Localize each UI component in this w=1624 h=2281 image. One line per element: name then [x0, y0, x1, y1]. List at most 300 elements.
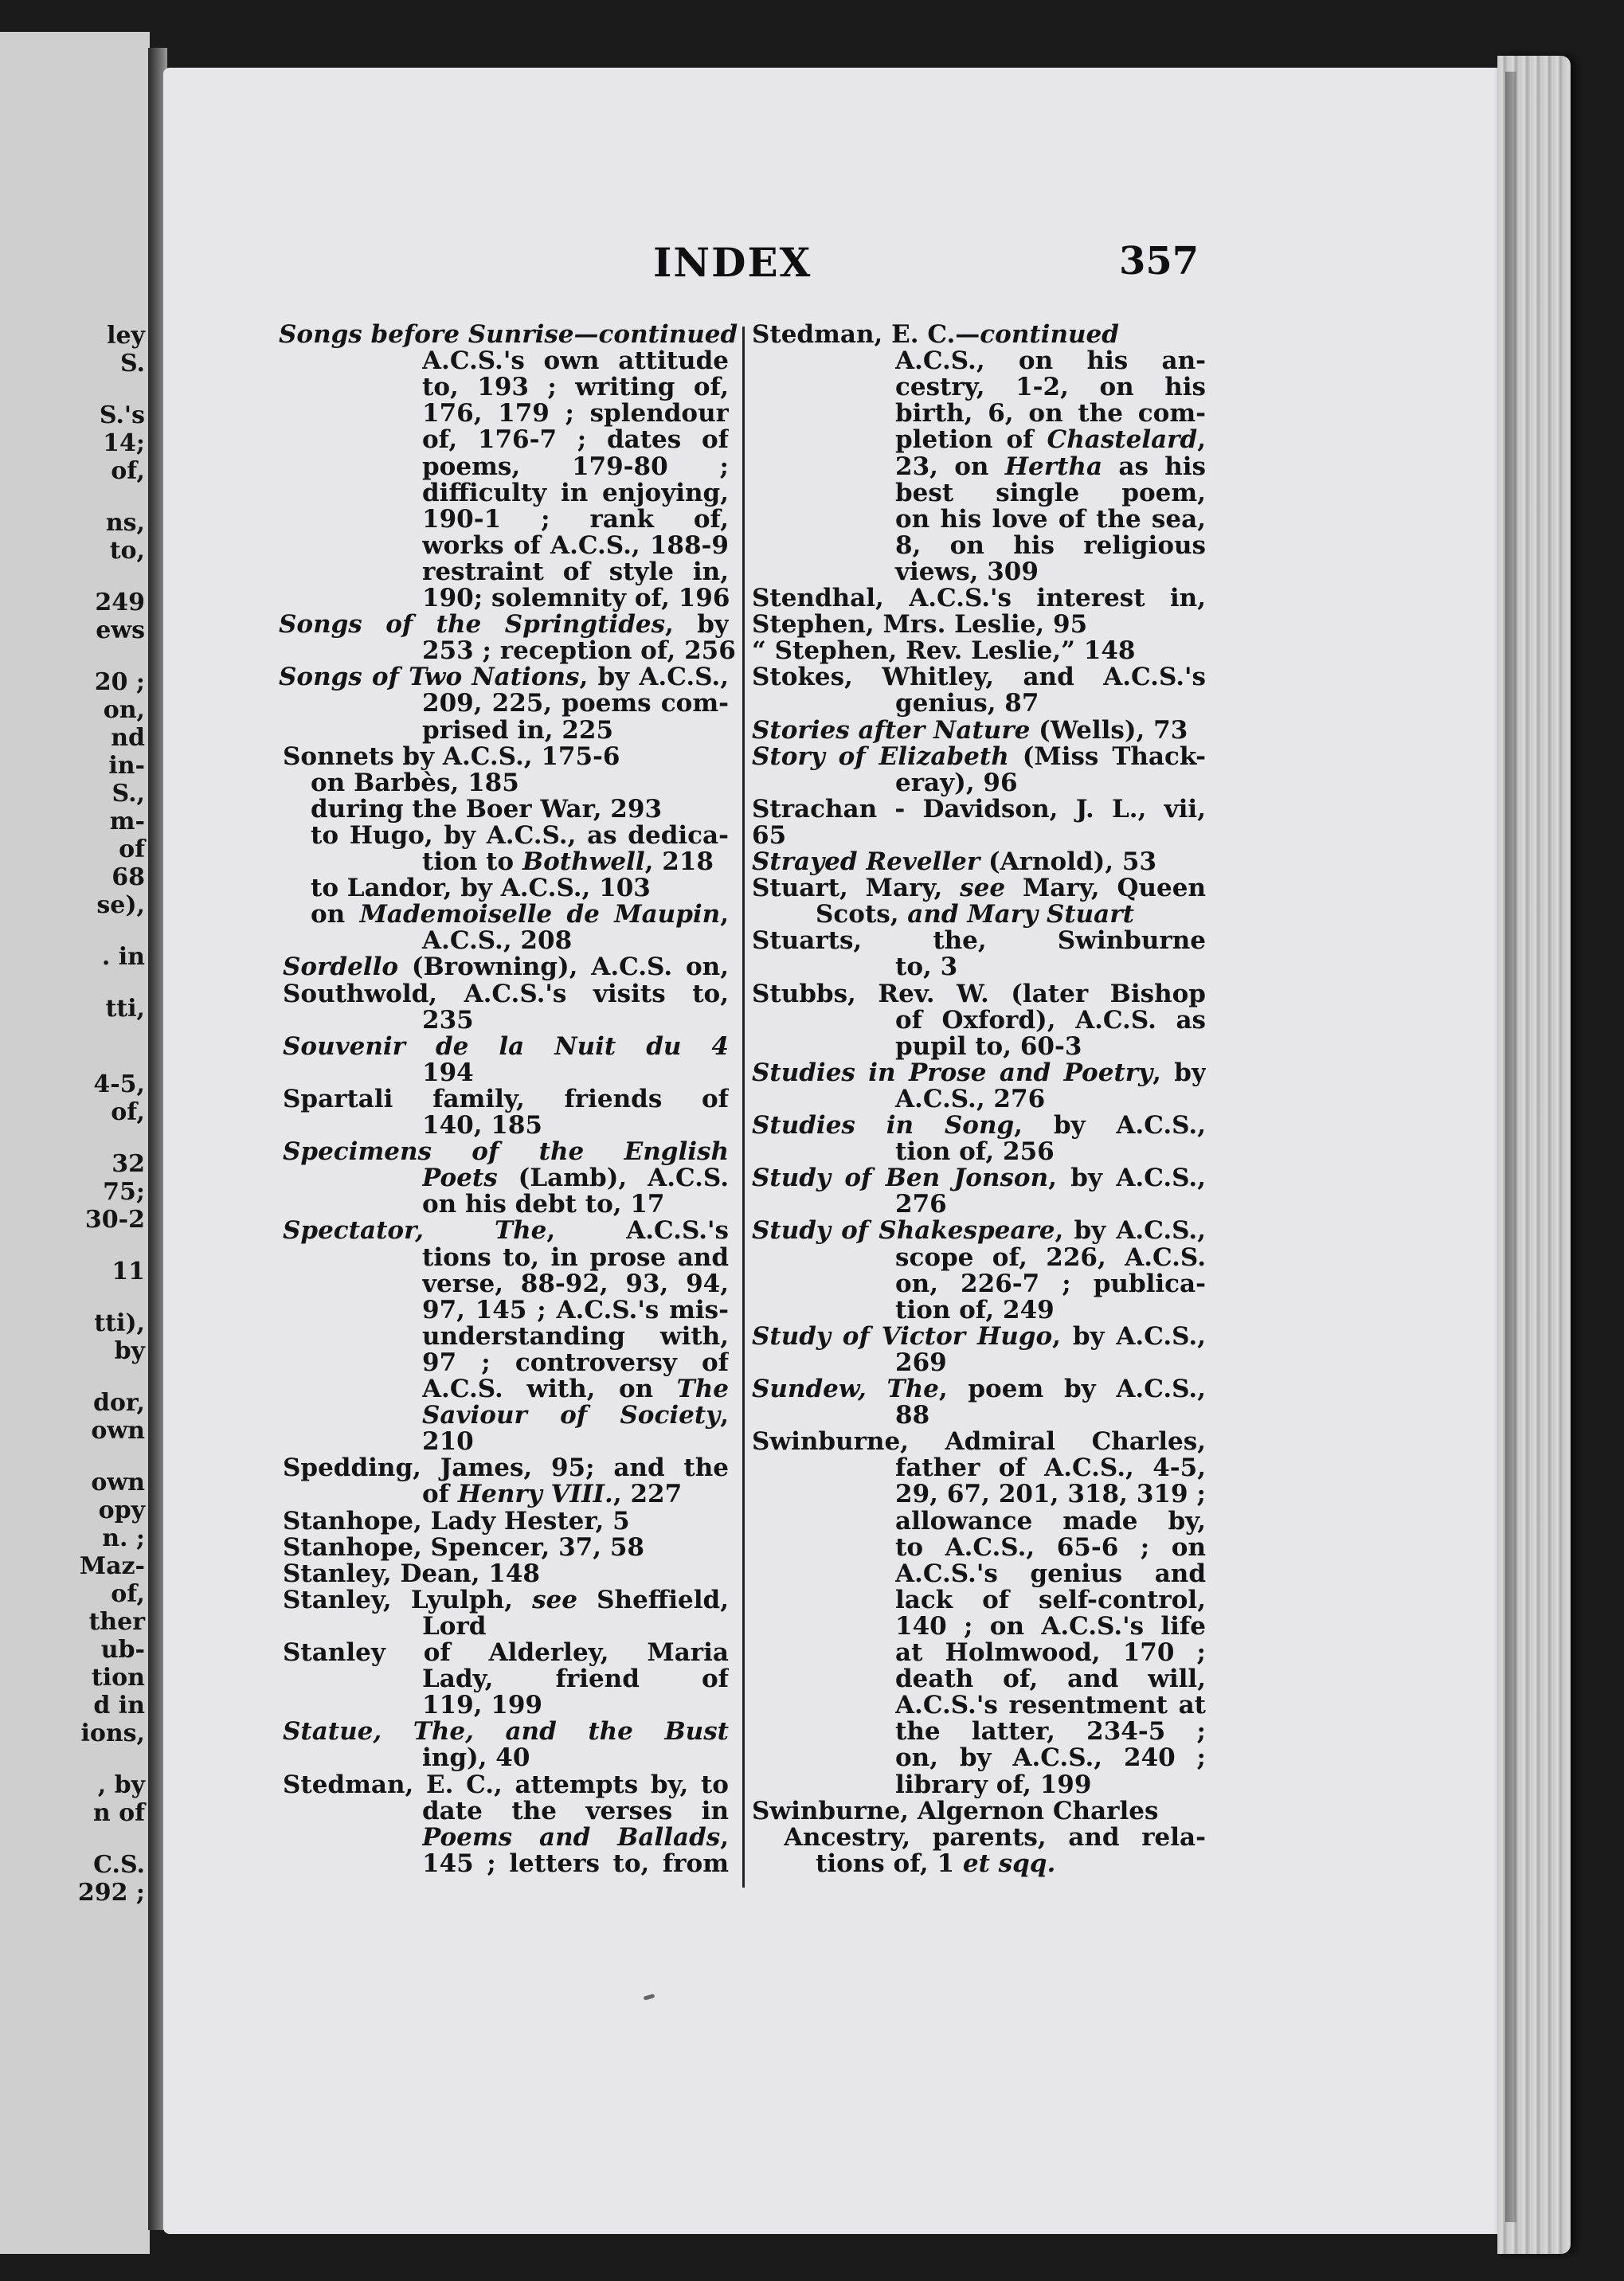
index-line: [752, 321, 1206, 348]
index-italic-text: Henry VIII.: [457, 1480, 613, 1509]
index-line: [422, 347, 729, 374]
index-italic-text: Songs before Sunrise—continued: [279, 320, 738, 349]
index-italic-text: Studies in Song: [752, 1112, 1015, 1139]
facing-page-text: m-: [109, 808, 145, 835]
index-line: [283, 980, 729, 1007]
index-line: [422, 1349, 729, 1376]
index-line: [422, 1613, 729, 1640]
facing-page-text: S.: [119, 350, 145, 378]
index-text: Strachan - Davidson, J. L., vii,: [752, 795, 1206, 823]
index-text: scope of, 226, A.C.S.: [895, 1243, 1206, 1271]
index-text: , by: [1152, 1058, 1206, 1086]
facing-page-text: opy: [98, 1497, 145, 1524]
index-text: Scots,: [816, 900, 908, 929]
index-text: genius, 87: [895, 689, 1039, 718]
index-italic-text: Chastelard: [1047, 426, 1198, 454]
index-line: [895, 506, 1206, 533]
index-text: tions to, in prose and: [422, 1243, 729, 1271]
facing-page-text: ions,: [80, 1720, 145, 1747]
index-italic-text: Hertha: [1004, 452, 1103, 480]
index-text: , poem by A.C.S.,: [938, 1375, 1206, 1403]
index-line: [895, 1244, 1206, 1271]
index-line: [283, 743, 729, 770]
index-line: [422, 1692, 729, 1719]
index-line: [895, 1665, 1206, 1692]
index-line: [422, 506, 729, 533]
index-italic-text: see: [960, 874, 1006, 902]
index-text: Southwold, A.C.S.'s visits to,: [283, 980, 729, 1007]
index-line: [752, 585, 1206, 612]
index-line: [283, 1508, 729, 1535]
index-text: father of A.C.S., 4-5,: [895, 1454, 1206, 1482]
index-line: [895, 690, 1206, 717]
index-line: [422, 400, 729, 427]
index-text: Stanley, Dean, 148: [283, 1559, 540, 1588]
index-text: Stuarts, the, Swinburne: [752, 927, 1206, 955]
index-text: 97 ; controversy of: [422, 1348, 729, 1376]
index-italic-text: Study of Shakespeare: [752, 1217, 1055, 1245]
index-text: of, 176-7 ; dates of: [422, 426, 729, 454]
facing-page-text: ley: [107, 322, 145, 350]
facing-page-text: Maz-: [79, 1552, 145, 1580]
index-line: [283, 1454, 729, 1481]
index-text: 269: [895, 1348, 947, 1377]
index-line: [422, 848, 729, 875]
index-text: A.C.S. with, on: [422, 1375, 677, 1403]
facing-page-text: dor,: [92, 1389, 145, 1417]
index-line: [311, 796, 729, 823]
index-line: [283, 1033, 729, 1060]
index-text: Stedman, E. C., attempts by, to: [283, 1770, 729, 1798]
index-text: (Lamb), A.C.S.: [497, 1164, 729, 1192]
index-line: [895, 1744, 1206, 1771]
index-line: [283, 1587, 729, 1614]
index-text: 253 ; reception of, 256: [422, 636, 736, 666]
index-line: [422, 1824, 729, 1851]
index-line: [422, 636, 736, 666]
index-line: [422, 1297, 729, 1324]
index-text: A.C.S., on his an-: [895, 347, 1206, 375]
index-text: 97, 145 ; A.C.S.'s mis-: [422, 1296, 729, 1324]
index-line: [895, 1718, 1206, 1745]
index-text: works of A.C.S., 188-9: [422, 531, 729, 559]
index-text: at Holmwood, 170 ;: [895, 1639, 1206, 1666]
index-line: [895, 769, 1206, 796]
index-line: [752, 743, 1206, 770]
index-text: date the verses in: [422, 1797, 729, 1825]
index-text: , by A.C.S.,: [1052, 1322, 1206, 1350]
index-text: (Arnold), 53: [980, 847, 1157, 876]
index-text: on: [311, 901, 360, 929]
index-text: A.C.S.'s own attitude: [422, 347, 729, 375]
index-line: [422, 1323, 729, 1350]
facing-page-fragment: [0, 32, 150, 2254]
index-line: [895, 1402, 1206, 1429]
index-text: ,: [1197, 426, 1206, 454]
index-line: [422, 1402, 729, 1429]
index-text: Stokes, Whitley, and A.C.S.'s: [752, 663, 1206, 691]
index-line: [422, 1007, 729, 1034]
facing-page-text: 4-5,: [93, 1070, 145, 1098]
index-text: (Browning), A.C.S. on,: [411, 953, 729, 981]
index-line: [422, 1244, 729, 1271]
index-line: [422, 717, 729, 744]
index-line: [895, 1007, 1206, 1034]
index-text: 145 ; letters to, from: [422, 1849, 729, 1877]
index-text: [283, 1059, 389, 1060]
index-line: [895, 453, 1206, 480]
facing-page-text: 32: [112, 1150, 145, 1178]
index-text: pupil to, 60-3: [895, 1031, 1082, 1061]
index-italic-text: Souvenir de la Nuit du 4: [283, 1032, 729, 1060]
index-italic-text: Bothwell: [522, 847, 645, 876]
index-text: ,: [720, 901, 729, 929]
index-text: A.C.S.'s genius and: [895, 1559, 1206, 1587]
index-italic-text: Songs of Two Nations: [279, 663, 580, 691]
index-line: [422, 1191, 729, 1218]
index-line: [283, 1771, 729, 1798]
index-line: [422, 690, 729, 717]
facing-page-text: ub-: [100, 1636, 145, 1664]
index-text: during the Boer War, 293: [311, 794, 663, 824]
index-line: [895, 558, 1206, 585]
index-text: A.C.S., 276: [895, 1084, 1046, 1113]
index-text: difficulty in enjoying,: [422, 479, 729, 507]
index-text: to A.C.S., 65-6 ; on: [895, 1533, 1206, 1561]
facing-page-text: 68: [112, 863, 145, 891]
index-text: cestry, 1-2, on his: [895, 374, 1206, 401]
index-text: tion to: [422, 847, 522, 876]
index-italic-text: Study of Victor Hugo: [752, 1322, 1053, 1350]
facing-page-text: S.'s: [99, 401, 145, 429]
index-line: [422, 1744, 729, 1771]
facing-page-text: tti,: [105, 995, 145, 1023]
index-italic-text: Sundew, The: [752, 1375, 939, 1403]
index-text: 209, 225, poems com-: [422, 690, 729, 718]
index-line: [895, 1086, 1206, 1113]
index-italic-text: Spectator, The: [283, 1217, 547, 1245]
index-text: 65: [752, 820, 787, 850]
index-line: [895, 1297, 1206, 1324]
index-italic-text: Statue, The, and the Bust: [283, 1718, 729, 1746]
facing-page-text: of,: [111, 1580, 145, 1608]
index-italic-text: Poets: [422, 1164, 498, 1192]
index-italic-text: and Mary Stuart: [907, 900, 1134, 929]
index-text: of: [422, 1480, 458, 1509]
edge-shadow: [1505, 72, 1516, 2222]
page-title: INDEX: [653, 239, 812, 286]
index-line: [283, 1639, 729, 1666]
facing-page-text: by: [114, 1337, 145, 1365]
page-number: 357: [1119, 239, 1199, 284]
index-line: [752, 637, 1206, 664]
index-line: [752, 874, 1206, 902]
index-line: [279, 663, 729, 691]
index-text: understanding with,: [422, 1322, 729, 1350]
index-line: [895, 1534, 1206, 1561]
facing-page-text: C.S.: [93, 1851, 145, 1879]
index-text: , by: [665, 611, 729, 639]
index-text: allowance made by,: [895, 1507, 1206, 1535]
index-text: on, 226-7 ; publica-: [895, 1270, 1206, 1297]
index-line: [283, 953, 729, 980]
index-line: [895, 479, 1206, 507]
index-line: [752, 663, 1206, 691]
index-line: [752, 1059, 1206, 1086]
index-text: poems, 179-80 ;: [422, 452, 729, 480]
index-text: on his love of the sea,: [895, 505, 1206, 533]
index-text: Swinburne, Algernon Charles: [752, 1796, 1159, 1825]
index-line: [422, 1481, 729, 1508]
index-italic-text: The: [676, 1375, 729, 1403]
index-line: [895, 1587, 1206, 1614]
index-text: [283, 1744, 394, 1745]
index-line: [895, 1771, 1206, 1798]
index-text: 190; solemnity of, 196: [422, 584, 730, 612]
index-text: Stuart, Mary,: [752, 874, 961, 902]
index-text: on his debt to, 17: [422, 1190, 665, 1219]
index-line: [895, 426, 1206, 453]
index-text: tion of, 249: [895, 1295, 1055, 1324]
facing-page-text: . in: [101, 943, 145, 971]
index-italic-text: Study of Ben Jonson: [752, 1164, 1049, 1192]
index-text: prised in, 225: [422, 715, 614, 745]
index-text: Stanley, Lyulph,: [283, 1586, 533, 1614]
index-text: A.C.S.'s resentment at: [895, 1692, 1206, 1720]
index-line: [895, 400, 1206, 427]
index-line: [895, 374, 1206, 401]
index-line: [283, 1534, 729, 1561]
facing-page-text: d in: [93, 1692, 145, 1720]
index-text: ,: [720, 1402, 729, 1430]
facing-page-text: tti),: [94, 1309, 145, 1337]
index-text: to Hugo, by A.C.S., as dedica-: [311, 821, 729, 849]
index-text: 140, 185: [422, 1111, 543, 1140]
index-text: 29, 67, 201, 318, 319 ;: [895, 1481, 1206, 1508]
index-italic-text: Poems and Ballads: [422, 1823, 721, 1851]
index-text: Stanhope, Spencer, 37, 58: [283, 1532, 644, 1562]
index-text: Sheffield,: [577, 1586, 729, 1614]
index-text: 190-1 ; rank of,: [422, 505, 729, 533]
index-line: [283, 1086, 729, 1113]
index-line: [895, 1639, 1206, 1666]
index-italic-text: Songs of the Springtides: [279, 611, 666, 639]
index-line: [752, 1217, 1206, 1244]
index-text: Lord: [422, 1611, 487, 1641]
facing-page-text: ews: [96, 616, 145, 644]
index-italic-text: continued: [980, 320, 1119, 349]
index-line: [895, 1191, 1206, 1218]
index-line: [752, 1323, 1206, 1350]
index-line: [311, 901, 729, 928]
index-text: lack of self-control,: [895, 1586, 1206, 1614]
index-text: ing), 40: [422, 1743, 530, 1773]
index-line: [895, 1613, 1206, 1640]
index-text: to Landor, by A.C.S., 103: [311, 874, 651, 903]
index-text: 235: [422, 1005, 474, 1035]
index-line: [422, 1428, 729, 1455]
index-line: [311, 822, 729, 849]
index-line: [752, 1375, 1206, 1403]
index-text: 210: [422, 1427, 474, 1457]
index-text: Mary, Queen: [1022, 874, 1206, 902]
index-text: , 218: [644, 847, 714, 876]
index-line: [895, 1454, 1206, 1481]
facing-page-text: 11: [112, 1258, 145, 1285]
index-italic-text: Sordello: [283, 953, 399, 981]
index-line: [422, 1850, 729, 1877]
index-line: [422, 1059, 729, 1086]
index-line: [895, 1560, 1206, 1587]
index-text: Swinburne, Admiral Charles,: [752, 1428, 1206, 1456]
facing-page-text: 20 ;: [94, 668, 145, 696]
index-line: [895, 1481, 1206, 1508]
index-text: 8, on his religious: [895, 531, 1206, 559]
index-line: [422, 1164, 729, 1191]
index-line: [752, 796, 1206, 823]
index-line: [422, 1112, 729, 1139]
index-text: the latter, 234-5 ;: [895, 1718, 1206, 1746]
index-text: “ Stephen, Rev. Leslie,” 148: [752, 636, 1136, 666]
index-line: [422, 374, 729, 401]
index-line: [283, 1560, 729, 1587]
facing-page-text: in-: [108, 752, 145, 780]
index-line: [895, 1508, 1206, 1535]
index-line: [752, 822, 1206, 849]
index-line: [279, 320, 738, 349]
facing-page-text: n of: [92, 1799, 145, 1827]
index-text: Stubbs, Rev. W. (later Bishop: [752, 980, 1206, 1007]
index-line: [422, 479, 729, 507]
facing-page-text: S.,: [112, 780, 145, 808]
index-text: , 227: [612, 1480, 683, 1509]
index-line: [752, 1164, 1206, 1191]
index-italic-text: Stories after Nature: [752, 715, 1031, 745]
index-line: [283, 1138, 729, 1165]
facing-page-text: own: [91, 1417, 145, 1445]
index-line: [895, 1270, 1206, 1297]
index-text: pletion of: [895, 426, 1047, 454]
index-text: Stanley of Alderley, Maria: [283, 1639, 729, 1666]
index-line: [283, 1718, 729, 1745]
index-italic-text: Strayed Reveller: [752, 847, 980, 876]
index-italic-text: Studies in Prose and Poetry: [752, 1058, 1153, 1086]
index-text: tion of, 256: [895, 1137, 1055, 1167]
index-line: [895, 532, 1206, 559]
index-text: A.C.S., 208: [422, 926, 573, 956]
index-line: [422, 426, 729, 453]
index-line: [422, 1270, 729, 1297]
index-line: [279, 611, 729, 638]
index-line: [895, 347, 1206, 374]
index-text: best single poem,: [895, 479, 1206, 507]
index-italic-text: Story of Elizabeth: [752, 742, 1009, 770]
index-line: [895, 1033, 1206, 1060]
facing-page-text: 249: [95, 589, 145, 616]
facing-page-text: se),: [96, 891, 145, 919]
index-text: library of, 199: [895, 1770, 1092, 1799]
index-text: verse, 88-92, 93, 94,: [422, 1270, 729, 1297]
index-line: [422, 453, 729, 480]
index-text: (Miss Thack-: [1008, 742, 1206, 770]
index-line: [816, 901, 1206, 928]
index-text: 23, on: [895, 452, 1005, 480]
index-line: [422, 532, 729, 559]
index-text: eray), 96: [895, 768, 1018, 797]
facing-page-text: to,: [109, 537, 145, 565]
column-divider: [742, 327, 745, 1888]
facing-page-text: on,: [103, 696, 145, 724]
index-text: ,: [720, 1823, 729, 1851]
index-line: [311, 874, 729, 902]
index-text: , A.C.S.'s: [546, 1217, 729, 1245]
facing-page-text: ns,: [105, 509, 145, 537]
index-line: [422, 1375, 729, 1403]
index-line: [752, 611, 1206, 638]
index-text: Stedman, E. C.—: [752, 320, 980, 349]
index-text: Stendhal, A.C.S.'s interest in,: [752, 585, 1206, 612]
index-text: on, by A.C.S., 240 ;: [895, 1744, 1206, 1772]
index-text: tions of, 1: [816, 1849, 963, 1878]
facing-page-text: n. ;: [102, 1524, 145, 1552]
index-line: [816, 1850, 1206, 1877]
index-text: as his: [1102, 452, 1206, 480]
facing-page-text: tion: [91, 1664, 145, 1692]
facing-page-text: 75;: [103, 1178, 145, 1206]
index-text: (Wells), 73: [1030, 715, 1188, 745]
facing-page-text: of,: [111, 457, 145, 485]
index-text: 119, 199: [422, 1691, 543, 1720]
index-line: [422, 1665, 729, 1692]
index-line: [422, 927, 729, 954]
facing-page-text: ther: [88, 1608, 145, 1636]
index-line: [895, 1138, 1206, 1165]
index-text: death of, and will,: [895, 1665, 1206, 1693]
index-text: to, 3: [895, 953, 958, 982]
index-italic-text: Saviour of Society: [422, 1402, 721, 1430]
facing-page-text: of,: [111, 1098, 145, 1126]
index-line: [895, 953, 1206, 980]
index-text: Lady, friend of: [422, 1665, 729, 1693]
index-line: [752, 927, 1206, 954]
index-line: [752, 717, 1206, 744]
facing-page-text: own: [91, 1469, 145, 1497]
index-line: [784, 1824, 1206, 1851]
index-text: restraint of style in,: [422, 558, 729, 585]
index-text: , by A.C.S.,: [1055, 1217, 1206, 1245]
index-text: Sonnets by A.C.S., 175-6: [283, 741, 620, 771]
facing-page-text: , by: [97, 1771, 145, 1799]
index-line: [895, 1349, 1206, 1376]
index-line: [752, 980, 1206, 1007]
facing-page-text: of: [119, 835, 145, 863]
index-text: 194: [422, 1058, 474, 1087]
index-italic-text: et sqq.: [962, 1849, 1056, 1878]
facing-page-text: 14;: [103, 429, 145, 457]
index-text: , by A.C.S.,: [1048, 1164, 1206, 1192]
index-text: 140 ; on A.C.S.'s life: [895, 1612, 1206, 1640]
index-line: [283, 1217, 729, 1244]
index-line: [752, 1112, 1206, 1139]
index-text: of Oxford), A.C.S. as: [895, 1006, 1206, 1034]
facing-page-text: 30-2: [84, 1206, 145, 1234]
index-italic-text: see: [532, 1586, 577, 1614]
index-text: on Barbès, 185: [311, 768, 519, 797]
index-text: 88: [895, 1401, 930, 1430]
index-text: birth, 6, on the com-: [895, 400, 1206, 428]
index-line: [311, 769, 729, 796]
index-line: [422, 585, 729, 612]
